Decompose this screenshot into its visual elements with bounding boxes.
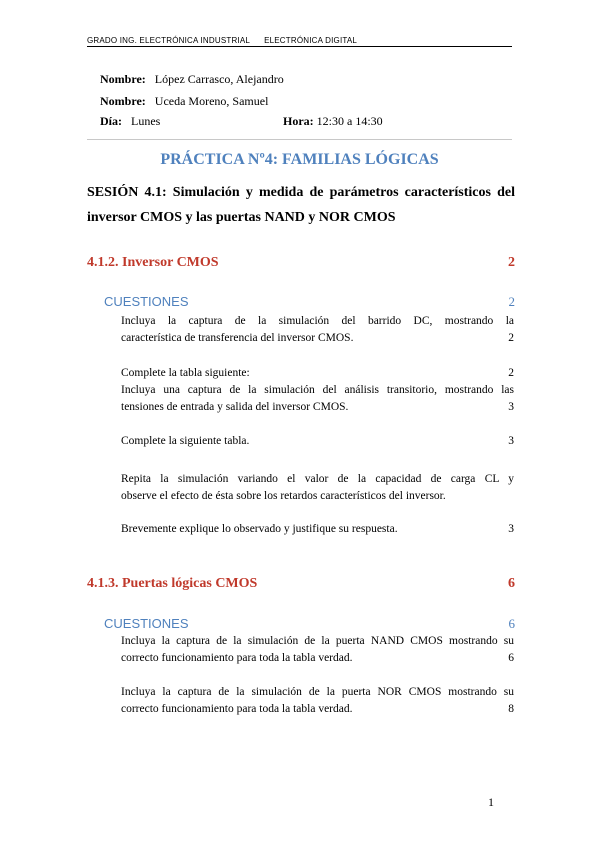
page-title: PRÁCTICA Nº4: FAMILIAS LÓGICAS [160, 151, 439, 168]
toc-item-page: 2 [508, 332, 514, 344]
toc-item-line: observe el efecto de ésta sobre los retardos característicos del inversor. [121, 490, 446, 502]
toc-item[interactable] [121, 521, 514, 538]
toc-cuestiones-label: CUESTIONES [104, 294, 189, 309]
toc-item[interactable] [121, 633, 514, 667]
toc-item-line: Incluya la captura de la simulación del barrido DC, mostrando la [121, 315, 514, 327]
nombre-label-2: Nombre: [100, 94, 146, 108]
toc-cuestiones-2[interactable] [104, 616, 515, 631]
nombre-label-1: Nombre: [100, 72, 146, 86]
toc-cuestiones-page: 6 [508, 616, 515, 631]
toc-item-line: Brevemente explique lo observado y justifique su respuesta. [121, 523, 398, 535]
toc-section-inversor[interactable] [87, 255, 515, 271]
dia-value: Lunes [131, 114, 161, 128]
toc-item[interactable] [121, 684, 514, 718]
toc-item[interactable] [121, 313, 514, 347]
info-divider [87, 139, 512, 140]
nombre-value-1: López Carrasco, Alejandro [154, 72, 284, 86]
toc-item[interactable] [121, 382, 514, 416]
header-subject: ELECTRÓNICA DIGITAL [264, 36, 358, 45]
toc-item[interactable] [121, 433, 514, 450]
toc-item-line: Complete la siguiente tabla. [121, 435, 250, 447]
nombre-value-2: Uceda Moreno, Samuel [154, 94, 269, 108]
toc-item-page: 8 [508, 703, 514, 715]
hora-label: Hora: [283, 114, 314, 128]
toc-cuestiones-1[interactable] [104, 294, 515, 309]
toc-section-title: 4.1.3. Puertas lógicas CMOS [87, 576, 258, 591]
hora-row [283, 114, 383, 129]
toc-item-line: Incluya la captura de la simulación de la puerta NOR CMOS mostrando su [121, 686, 514, 698]
student-1 [100, 72, 284, 87]
toc-section-page: 6 [508, 576, 515, 591]
session-subtitle [87, 180, 515, 230]
toc-item-page: 3 [508, 435, 514, 447]
toc-item-line: correcto funcionamiento para toda la tabla verdad. [121, 703, 353, 715]
toc-section-puertas[interactable] [87, 576, 515, 592]
header-rule [87, 46, 512, 47]
toc-item[interactable] [121, 471, 514, 505]
toc-cuestiones-page: 2 [508, 294, 515, 309]
hora-value: 12:30 a 14:30 [316, 114, 383, 128]
toc-item-page: 3 [508, 523, 514, 535]
toc-item-line: Incluya una captura de la simulación del análisis transitorio, mostrando las [121, 384, 514, 396]
header-degree: GRADO ING. ELECTRÓNICA INDUSTRIAL [87, 36, 251, 45]
running-header [87, 36, 357, 45]
toc-item-line: Complete la tabla siguiente: [121, 367, 250, 379]
dia-row [100, 114, 160, 129]
toc-item-page: 2 [508, 367, 514, 379]
toc-section-page: 2 [508, 255, 515, 270]
subtitle-line-2: inversor CMOS y las puertas NAND y NOR CMOS [87, 210, 396, 225]
subtitle-line-1: SESIÓN 4.1: Simulación y medida de parámetros característicos del [87, 185, 515, 200]
toc-item-page: 6 [508, 652, 514, 664]
toc-item-line: correcto funcionamiento para toda la tabla verdad. [121, 652, 353, 664]
page-number: 1 [488, 795, 494, 809]
toc-item-page: 3 [508, 401, 514, 413]
dia-label: Día: [100, 114, 122, 128]
toc-cuestiones-label: CUESTIONES [104, 616, 189, 631]
toc-item[interactable] [121, 365, 514, 382]
toc-item-line: Incluya la captura de la simulación de la puerta NAND CMOS mostrando su [121, 635, 514, 647]
toc-item-line: Repita la simulación variando el valor de la capacidad de carga CL y [121, 473, 514, 485]
toc-item-line: característica de transferencia del inversor CMOS. [121, 332, 354, 344]
toc-section-title: 4.1.2. Inversor CMOS [87, 255, 219, 270]
toc-item-line: tensiones de entrada y salida del inversor CMOS. [121, 401, 349, 413]
student-2 [100, 94, 268, 109]
